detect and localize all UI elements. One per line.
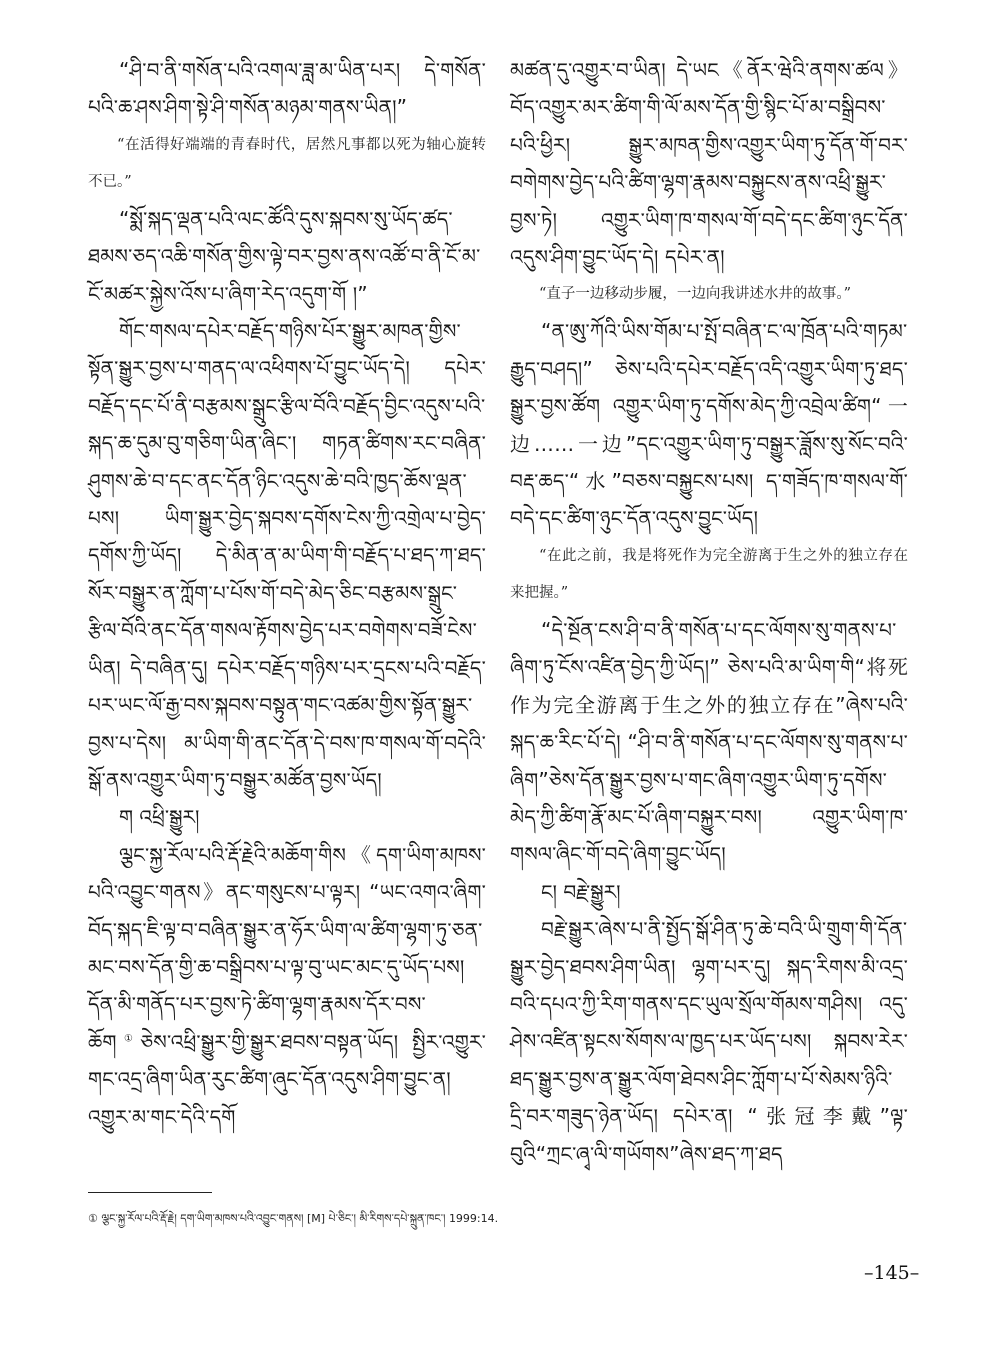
- paragraph-omission-text: ལྕང་སྐྱ་རོལ་པའི་རྡོ་རྗེའི་མཆོག་གིས《དག་ཡིག་མཁས་པའི་འབྱུང་གནས》ནང་གསུངས་པ་ལྟར། “ཡང་འགའ་ཞིག་བོད་སྐད་ཇི་ལྟ་བ་བཞིན་སྒྱུར་ན་ཧོར་ཡིག་ལ་ཚིག་ལྷག་ཏུ་ཅན་མང་བས་དོན་གྱི་ཆ་བསྒྲིབས་པ་ལྟ་བུ་ཡང་མང་དུ་ཡོད་པས། དོན་མི་གནོད་པར་བྱས་ཏེ་ཚིག་ལྷག་རྣམས་དོར་བས་ཆོག: [88, 842, 486, 1054]
- footnote: ① ལྕང་སྐྱ་རོལ་པའི་རྡོ་རྗེ། དག་ཡིག་མཁས་པའི་འབྱུང་གནས། [M] པེ་ཅིང་། མི་རིགས་དཔེ་སྐྲུན་ཁང་། 1999:14.: [88, 1212, 499, 1225]
- footnote-marker[interactable]: ①: [116, 1033, 141, 1045]
- paragraph-quote-chinese: “在活得好端端的青春时代，居然凡事都以死为轴心旋转不已。”: [88, 136, 486, 190]
- section-heading-omission: ག འཕྲི་སྒྱུར།: [119, 805, 200, 830]
- paragraph-omission-continued: ཅེས་འཕྲི་སྒྱུར་གྱི་སྒྱུར་ཐབས་བསྟན་ཡོད། སྤྱིར་འགྱུར་གང་འདྲ་ཞིག་ཡིན་རུང་ཚིག་ཞུང་དོན་འདུས་ཤིག་བྱུང་ན། འགྱུར་མ་གང་དེའི་དགོ: [88, 1029, 486, 1129]
- example-chinese-2: “在此之前，我是将死作为完全游离于生之外的独立存在来把握。”: [510, 547, 908, 601]
- paragraph-continued: མཚན་དུ་འགྱུར་བ་ཡིན། དེ་ཡང《ནོར་ཝེའི་ནགས་ཚལ》བོད་འགྱུར་མར་ཚིག་གི་ལོ་མས་དོན་གྱི་སྙིང་པོ་མ་བསྒྲིབས་པའི་ཕྱིར། སྒྱུར་མཁན་གྱིས་འགྱུར་ཡིག་ཏུ་དོན་གོ་བར་བགེགས་བྱེད་པའི་ཚིག་ལྷག་རྣམས་བསྐྱུངས་ནས་འཕྲི་སྒྱུར་བྱས་ཏེ། འགྱུར་ཡིག་ཁ་གསལ་གོ་བདེ་དང་ཚིག་ཉུང་དོན་འདུས་ཤིག་བྱུང་ཡོད་དེ། དཔེར་ན།: [510, 58, 908, 270]
- paragraph-translation-tibetan: “སྨོ་སྐད་ལྡན་པའི་ལང་ཚོའི་དུས་སྐབས་སུ་ཡོད་ཚད་ཐམས་ཅད་འཆི་གསོན་གྱིས་ལྟེ་བར་བྱས་ནས་འཚོ་བ་ནི་ངོ་མ་ངོ་མཚར་སྐྱེས་འོས་པ་ཞིག་རེད་འདུག་གོ །”: [88, 206, 481, 306]
- paragraph-analysis: གོང་གསལ་དཔེར་བརྗོད་གཉིས་པོར་སྒྱུར་མཁན་གྱིས་སྟོན་སྒྱུར་བྱས་པ་གནད་ལ་འཕིགས་པོ་བྱུང་ཡོད་དེ། དཔེར་བརྗོད་དང་པོ་ནི་བརྩམས་སྒྲུང་རྩིལ་བོའི་བརྗོད་བྱིང་འདུས་པའི་སྐད་ཆ་དུམ་བུ་གཅིག་ཡིན་ཞིང་། གཏན་ཚིགས་རང་བཞིན་ཤུགས་ཆེ་བ་དང་ནང་དོན་ཉིང་འདུས་ཆེ་བའི་ཁྱད་ཆོས་ལྡན་པས། ཡིག་སྒྱུར་བྱེད་སྐབས་དགོས་ངེས་ཀྱི་འགྲེལ་པ་བྱེད་དགོས་ཀྱི་ཡོད། དེ་མིན་ན་མ་ཡིག་གི་བརྗོད་པ་ཐད་ཀ་ཐད་སོར་བསྒྱུར་ན་ཀློག་པ་པོས་གོ་བདེ་མེད་ཅིང་བརྩམས་སྒྲུང་རྩིལ་བོའི་ནང་དོན་གསལ་རྟོགས་བྱེད་པར་བགེགས་བཟོ་ངེས་ཡིན། དེ་བཞིན་དུ། དཔེར་བརྗོད་གཉིས་པར་དྲངས་པའི་བརྗོད་པར་ཡང་ལོ་རྒྱ་བས་སྐབས་བསྟུན་གང་འཚམ་གྱིས་སྟོན་སྒྱུར་བྱས་པ་དེས། མ་ཡིག་གི་ནང་དོན་དེ་བས་ཁ་གསལ་གོ་བདེའི་སྒོ་ནས་འགྱུར་ཡིག་ཏུ་བསྒྱུར་མཚོན་བྱས་ཡོད།: [88, 319, 486, 792]
- left-column: [88, 52, 486, 1136]
- example-analysis-2: “དེ་སྔོན་ངས་ཤི་བ་ནི་གསོན་པ་དང་ལོགས་སུ་གནས་པ་ཞིག་ཏུ་ངོས་འཛིན་བྱེད་ཀྱི་ཡོད།” ཅེས་པའི་མ་ཡིག་གི“将死作为完全游离于生之外的独立存在”ཞེས་པའི་སྐད་ཆ་རིང་པོ་དེ། “ཤི་བ་ནི་གསོན་པ་དང་ལོགས་སུ་གནས་པ་ཞིག”ཅེས་དོན་སྒྱུར་བྱས་པ་གང་ཞིག་འགྱུར་ཡིག་ཏུ་དགོས་མེད་ཀྱི་ཚིག་རྣོ་མང་པོ་ཞིག་བསྐྱུར་བས། འགྱུར་ཡིག་ཁ་གསལ་ཞིང་གོ་བདེ་ཞིག་བྱུང་ཡོད།: [510, 617, 908, 867]
- paragraph-omission-intro: [88, 837, 486, 1136]
- example-chinese-1: “直子一边移动步履，一边向我讲述水井的故事。”: [539, 286, 852, 303]
- section-heading-substitution: ང། བརྗེ་སྒྱུར།: [541, 879, 621, 904]
- right-column: [510, 52, 908, 1173]
- footnote-divider: [88, 1192, 212, 1193]
- example-analysis-1: “ན་ཨུ་ཀོའི་ཡིས་གོམ་པ་སྤོ་བཞིན་ང་ལ་ཁྲོན་པའི་གཏམ་རྒྱུད་བཤད།” ཅེས་པའི་དཔེར་བརྗོད་འདི་འགྱུར་ཡིག་ཏུ་ཐད་སྒྱུར་བྱས་ཚོག འགྱུར་ཡིག་ཏུ་དགོས་མེད་ཀྱི་འབྲེལ་ཚིག“一边……一边”དང་འགྱུར་ཡིག་ཏུ་བསྒྱུར་ཟློས་སུ་སོང་བའི་བརྡ་ཆད་“水”བཅས་བསྐྱུངས་པས། ད་གཟོད་ཁ་གསལ་གོ་བདེ་དང་ཚིག་ཉུང་དོན་འདུས་བྱུང་ཡོད།: [510, 319, 908, 531]
- page-number: –145–: [864, 1262, 920, 1284]
- paragraph-substitution: བརྗེ་སྒྱུར་ཞེས་པ་ནི་སྤྱོད་སྒོ་ཤིན་ཏུ་ཆེ་བའི་ཡི་གྲུག་གི་དོན་སྒྱུར་བྱེད་ཐབས་ཤིག་ཡིན། ལྷག་པར་དུ། སྐད་རིགས་མི་འདྲ་བའི་དཔའ་ཀྱི་རིག་གནས་དང་ཡུལ་སྲོལ་གོམས་གཤིས། འདུ་ཤེས་འཛིན་སྟངས་སོགས་ལ་ཁྱད་པར་ཡོད་པས། སྐབས་རེར་ཐད་སྒྱུར་བྱས་ན་སྒྱུར་ལོག་ཐེབས་ཤིང་ཀློག་པ་པོ་སེམས་ཉིའི་དྲི་བར་གཟུད་ཉེན་ཡོད། དཔེར་ན། “张冠李戴”ལྟ་བུའི“ཀྲང་ཞྭ་ལི་གཡོགས”ཞེས་ཐད་ཀ་ཐད: [510, 917, 908, 1166]
- paragraph-quote-tibetan: “ཤི་བ་ནི་གསོན་པའི་འགལ་ཟླ་མ་ཡིན་པར། དེ་གསོན་པའི་ཆ་ཤས་ཤིག་སྟེ་ཤི་གསོན་མཉམ་གནས་ཡིན།”: [88, 58, 486, 120]
